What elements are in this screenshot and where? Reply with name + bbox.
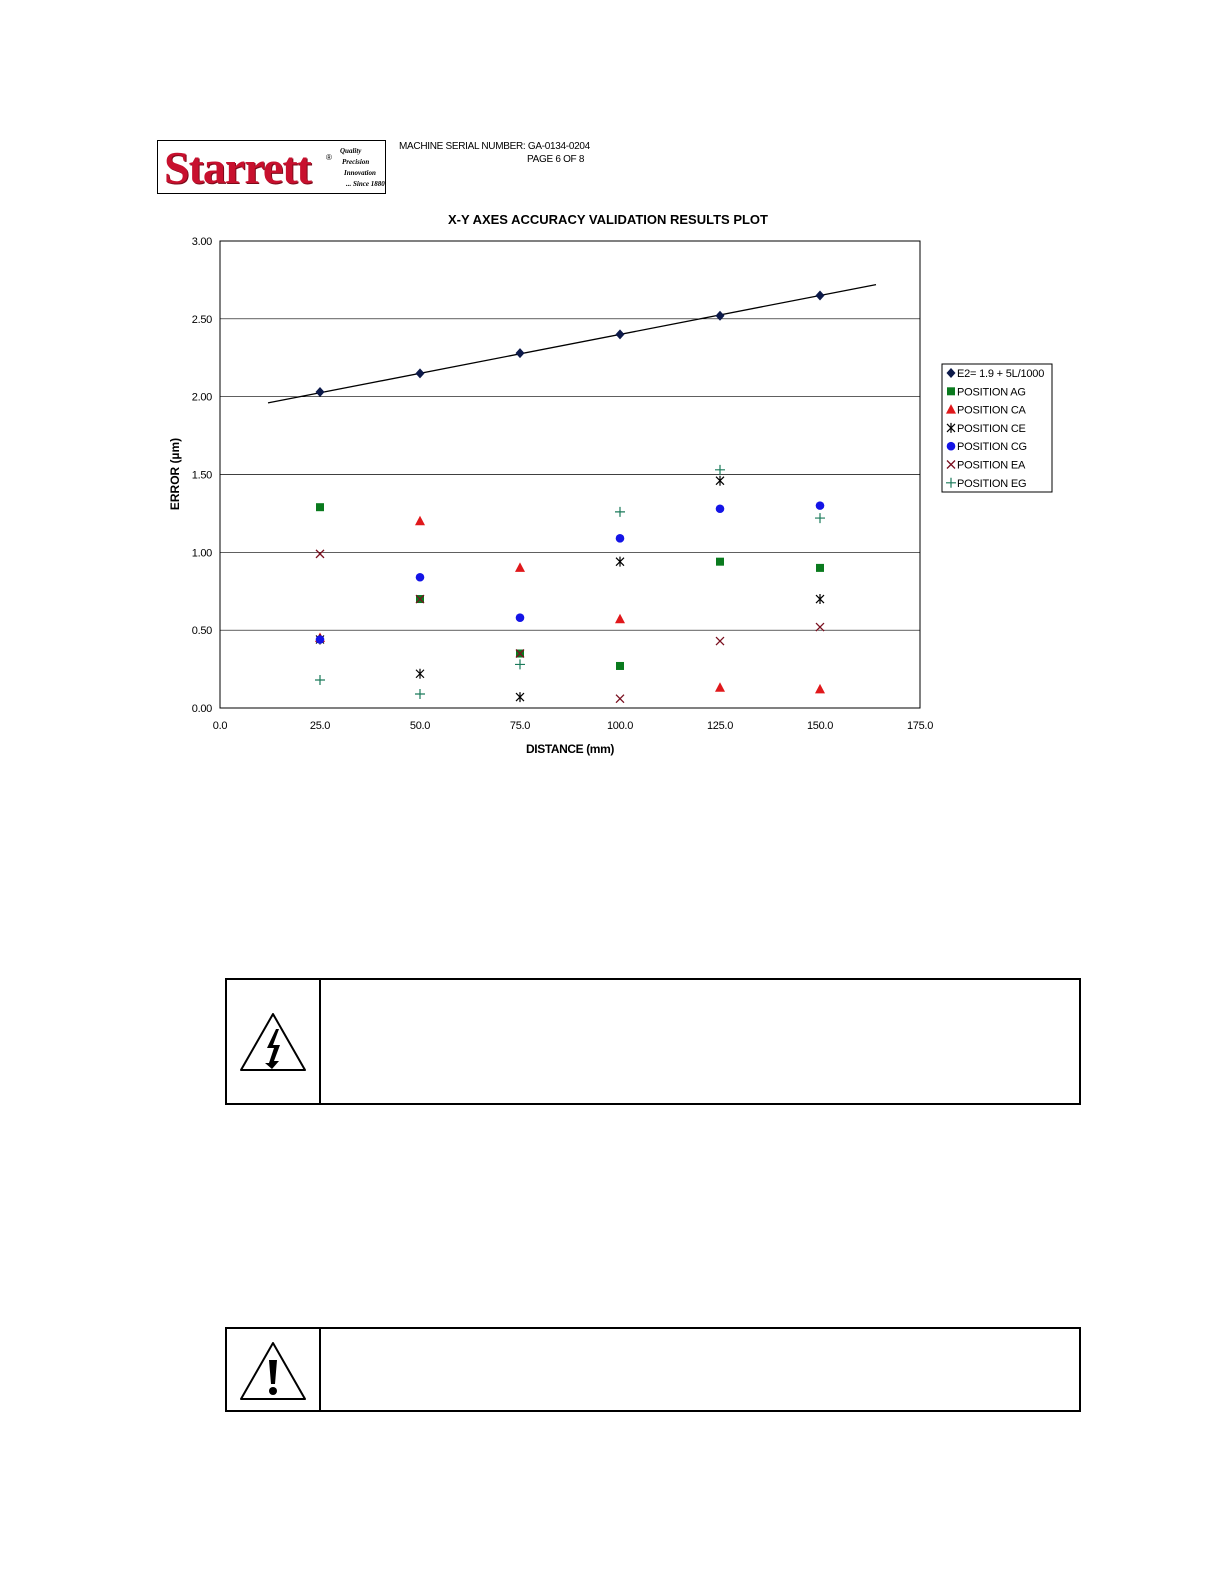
y-tick-label: 0.50 bbox=[191, 625, 212, 638]
data-point bbox=[516, 348, 525, 358]
asterisk-mark bbox=[416, 669, 424, 679]
data-point bbox=[615, 614, 625, 624]
triangle-mark bbox=[515, 562, 525, 572]
data-point bbox=[616, 534, 625, 543]
x-tick-label: 25.0 bbox=[309, 720, 331, 732]
series-position-ce bbox=[316, 476, 824, 702]
tagline-quality: Quality bbox=[340, 147, 362, 155]
y-tick-label: 2.50 bbox=[191, 313, 212, 326]
logo-wordmark: Starrett bbox=[164, 142, 311, 193]
warning-box-electrical bbox=[225, 978, 1081, 1105]
warning-icon-cell bbox=[227, 980, 321, 1103]
data-point bbox=[616, 695, 624, 703]
x-tick-label: 100.0 bbox=[606, 720, 634, 732]
circle-mark bbox=[416, 573, 425, 582]
x-mark bbox=[616, 695, 624, 703]
circle-mark bbox=[316, 635, 325, 644]
legend-label: POSITION EA bbox=[957, 459, 1026, 472]
caution-exclamation-icon bbox=[238, 1340, 308, 1402]
legend-marker bbox=[947, 442, 956, 451]
plus-mark bbox=[715, 465, 725, 475]
legend-marker bbox=[947, 387, 955, 395]
x-tick-label: 0.0 bbox=[212, 720, 228, 732]
triangle-mark bbox=[415, 516, 425, 526]
legend-label: POSITION CA bbox=[957, 404, 1026, 417]
data-point bbox=[716, 311, 725, 321]
data-point bbox=[416, 669, 424, 679]
square-mark bbox=[947, 387, 955, 395]
circle-mark bbox=[616, 534, 625, 543]
triangle-mark bbox=[615, 614, 625, 624]
page-number: PAGE 6 OF 8 bbox=[527, 154, 585, 165]
axis-tick-labels bbox=[192, 236, 933, 732]
data-point bbox=[716, 637, 724, 645]
triangle-mark bbox=[815, 684, 825, 694]
x-tick-label: 50.0 bbox=[409, 720, 431, 732]
series-position-ca bbox=[315, 516, 825, 694]
data-point bbox=[716, 476, 724, 486]
data-point bbox=[815, 513, 825, 523]
triangle-mark bbox=[715, 682, 725, 692]
legend-label: E2= 1.9 + 5L/1000 bbox=[957, 368, 1045, 380]
circle-mark bbox=[516, 613, 525, 622]
series-position-cg bbox=[316, 501, 825, 643]
data-point bbox=[515, 562, 525, 572]
series-position-ea bbox=[316, 550, 824, 703]
legend-label: POSITION CG bbox=[957, 441, 1027, 454]
tagline-since: ... Since 1880 bbox=[346, 180, 385, 188]
data-point bbox=[415, 516, 425, 526]
data-point bbox=[716, 504, 725, 513]
tagline-innovation: Innovation bbox=[344, 169, 376, 177]
asterisk-mark bbox=[816, 594, 824, 604]
asterisk-mark bbox=[516, 692, 524, 702]
data-point bbox=[516, 692, 524, 702]
diamond-mark bbox=[516, 348, 525, 358]
diamond-mark bbox=[616, 329, 625, 339]
data-point bbox=[316, 550, 324, 558]
y-tick-label: 1.50 bbox=[191, 469, 212, 482]
data-point bbox=[816, 564, 824, 572]
caution-icon-cell bbox=[227, 1329, 321, 1410]
data-point bbox=[615, 507, 625, 517]
square-mark bbox=[616, 662, 624, 670]
data-point bbox=[616, 557, 624, 567]
legend-label: POSITION AG bbox=[957, 386, 1026, 399]
data-point bbox=[516, 613, 525, 622]
gridlines bbox=[220, 319, 920, 630]
diamond-mark bbox=[716, 311, 725, 321]
series-position-ag bbox=[316, 503, 824, 670]
plus-mark bbox=[315, 675, 325, 685]
asterisk-mark bbox=[716, 476, 724, 486]
legend-label: POSITION EG bbox=[957, 477, 1027, 490]
trend-line-layer bbox=[268, 285, 876, 403]
data-point bbox=[515, 659, 525, 669]
diamond-mark bbox=[816, 290, 825, 300]
x-tick-label: 175.0 bbox=[906, 720, 934, 732]
plus-mark bbox=[415, 689, 425, 699]
x-mark bbox=[716, 637, 724, 645]
x-tick-label: 75.0 bbox=[509, 720, 531, 732]
tagline-precision: Precision bbox=[342, 158, 370, 166]
data-point bbox=[315, 675, 325, 685]
data-point bbox=[816, 501, 825, 510]
data-point bbox=[815, 684, 825, 694]
circle-mark bbox=[716, 504, 725, 513]
high-voltage-warning-icon bbox=[238, 1011, 308, 1073]
square-mark bbox=[316, 503, 324, 511]
data-point bbox=[416, 573, 425, 582]
data-point bbox=[816, 290, 825, 300]
chart-legend bbox=[942, 364, 1052, 492]
legend-label: POSITION CE bbox=[957, 422, 1026, 435]
plus-mark bbox=[815, 513, 825, 523]
machine-serial-number: MACHINE SERIAL NUMBER: GA-0134-0204 bbox=[399, 141, 590, 152]
data-point bbox=[616, 329, 625, 339]
chart-title: X-Y AXES ACCURACY VALIDATION RESULTS PLOT bbox=[448, 212, 768, 227]
plus-mark bbox=[515, 659, 525, 669]
trend-line bbox=[268, 285, 876, 403]
x-tick-label: 150.0 bbox=[806, 720, 834, 732]
data-point bbox=[316, 387, 325, 397]
x-mark bbox=[316, 550, 324, 558]
x-tick-label: 125.0 bbox=[706, 720, 734, 732]
asterisk-mark bbox=[616, 557, 624, 567]
plus-mark bbox=[615, 507, 625, 517]
square-mark bbox=[816, 564, 824, 572]
data-point bbox=[715, 682, 725, 692]
diamond-mark bbox=[416, 368, 425, 378]
diamond-mark bbox=[316, 387, 325, 397]
data-point bbox=[616, 662, 624, 670]
logo-registered-mark: ® bbox=[326, 153, 332, 162]
data-markers bbox=[315, 290, 825, 702]
data-point bbox=[316, 503, 324, 511]
y-tick-label: 3.00 bbox=[191, 236, 212, 248]
y-axis-label: ERROR (µm) bbox=[168, 437, 182, 511]
x-axis-label: DISTANCE (mm) bbox=[526, 742, 614, 756]
data-point bbox=[316, 635, 325, 644]
data-point bbox=[716, 558, 724, 566]
circle-mark bbox=[947, 442, 956, 451]
y-tick-label: 0.00 bbox=[191, 703, 212, 715]
square-mark bbox=[716, 558, 724, 566]
data-point bbox=[715, 465, 725, 475]
series-position-eg bbox=[315, 465, 825, 699]
y-tick-label: 2.00 bbox=[191, 391, 212, 404]
data-point bbox=[816, 594, 824, 604]
warning-box-caution bbox=[225, 1327, 1081, 1412]
y-tick-label: 1.00 bbox=[191, 547, 212, 560]
circle-mark bbox=[816, 501, 825, 510]
data-point bbox=[415, 689, 425, 699]
data-point bbox=[416, 368, 425, 378]
